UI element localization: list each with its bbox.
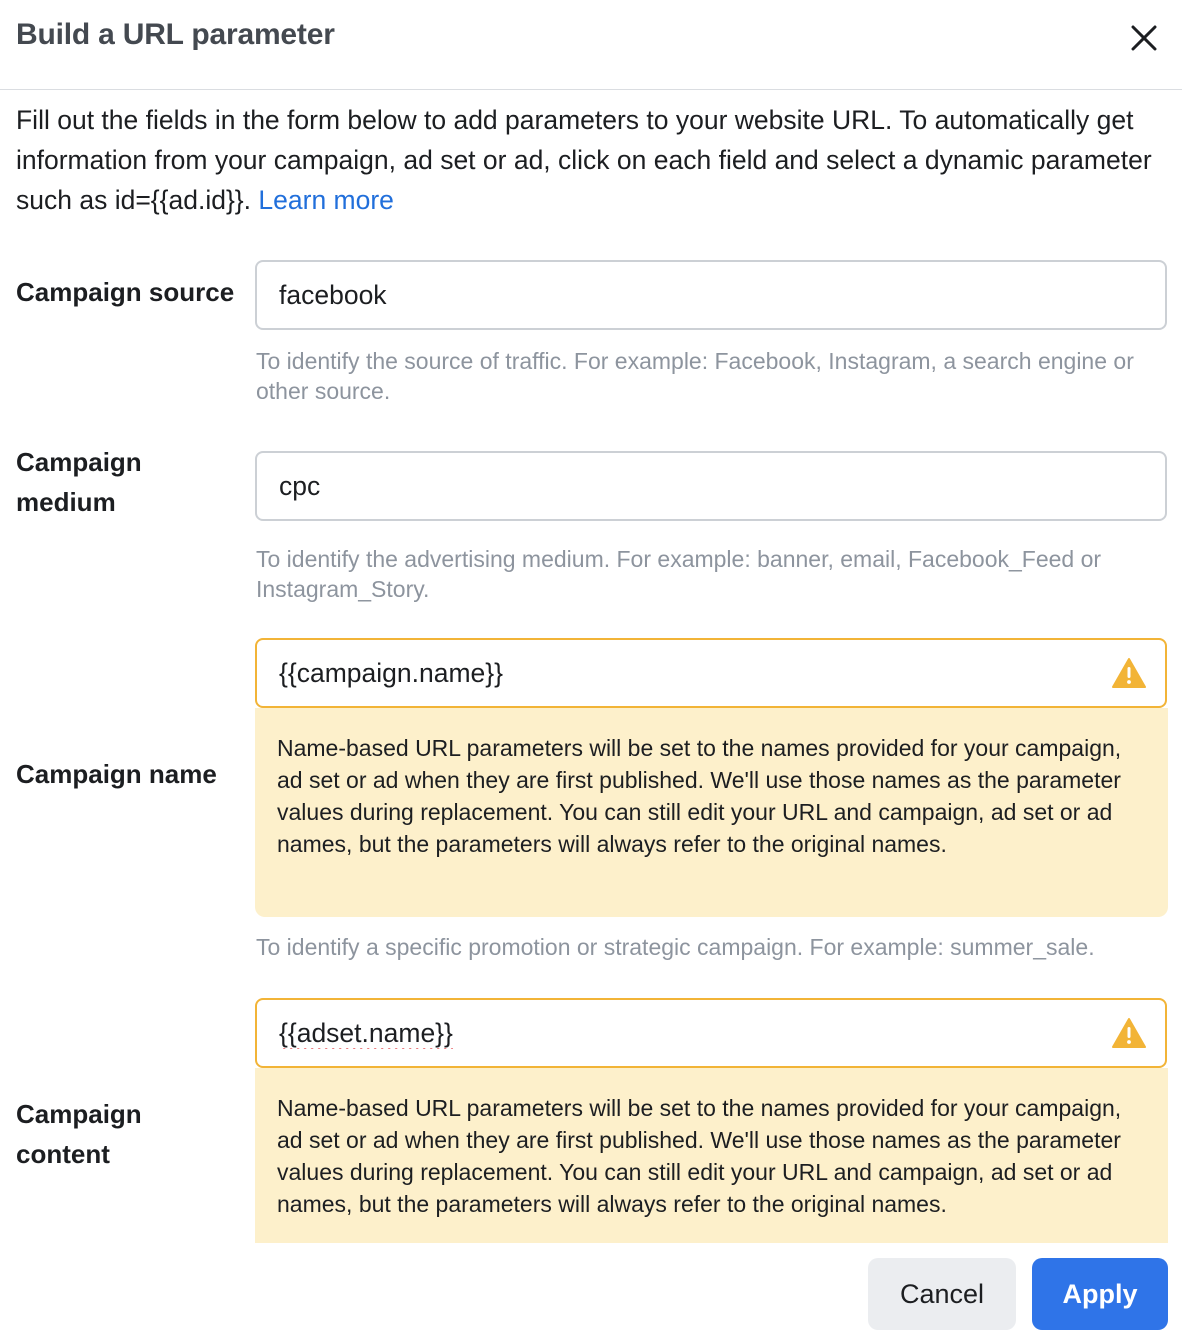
close-button[interactable] [1124, 18, 1164, 58]
intro-text: Fill out the fields in the form below to add parameters to your website URL. To automatically get information from your campaign, ad set or ad, click on each field and select a dynamic parameter such as id={{ad.id}}. [16, 105, 1152, 215]
dialog-title: Build a URL parameter [16, 18, 335, 51]
campaign-content-input[interactable] [279, 1000, 1099, 1066]
campaign-name-notice: Name-based URL parameters will be set to the names provided for your campaign, ad set or ad when they are first published. We'll use those names as the parameter values during replacement. You can still edit your URL and campaign, ad set or ad names, but the parameters will always refer to the original names. [255, 708, 1168, 917]
campaign-medium-label-line1: Campaign [16, 447, 142, 477]
campaign-content-notice: Name-based URL parameters will be set to the names provided for your campaign, ad set or ad when they are first published. We'll use those names as the parameter values during replacement. You can still edit your URL and campaign, ad set or ad names, but the parameters will always refer to the original names. [255, 1068, 1168, 1243]
campaign-content-label-line1: Campaign [16, 1099, 142, 1129]
cancel-button[interactable]: Cancel [868, 1258, 1016, 1330]
campaign-medium-label-line2: medium [16, 487, 116, 517]
campaign-content-label-line2: content [16, 1139, 110, 1169]
campaign-source-input[interactable] [279, 262, 1099, 328]
close-icon [1124, 18, 1164, 58]
campaign-content-field[interactable] [255, 998, 1167, 1068]
dialog-footer [0, 1243, 1182, 1340]
campaign-name-help: To identify a specific promotion or strategic campaign. For example: summer_sale. [256, 934, 1095, 960]
warning-icon [1111, 1017, 1147, 1049]
campaign-medium-input[interactable] [279, 453, 1099, 519]
learn-more-link[interactable]: Learn more [258, 185, 394, 215]
campaign-medium-help: To identify the advertising medium. For example: banner, email, Facebook_Feed or Instagram_Story. [256, 546, 1102, 602]
apply-button[interactable]: Apply [1032, 1258, 1168, 1330]
campaign-name-input[interactable] [279, 640, 1099, 706]
campaign-name-field[interactable] [255, 638, 1167, 708]
intro-paragraph [16, 100, 1166, 220]
campaign-content-label [16, 1094, 142, 1174]
warning-icon [1111, 657, 1147, 689]
campaign-source-field[interactable] [255, 260, 1167, 330]
campaign-source-label: Campaign source [16, 277, 235, 307]
campaign-name-label: Campaign name [16, 759, 217, 789]
campaign-source-help: To identify the source of traffic. For example: Facebook, Instagram, a search engine or other source. [256, 348, 1134, 404]
dialog-header [0, 0, 1182, 90]
campaign-medium-label [16, 442, 142, 522]
campaign-medium-field[interactable] [255, 451, 1167, 521]
